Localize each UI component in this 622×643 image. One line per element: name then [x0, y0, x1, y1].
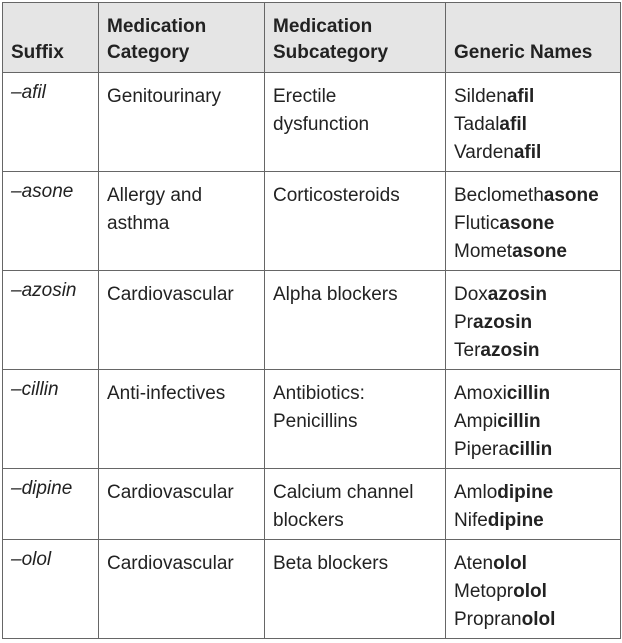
generic-name-suffix: afil — [506, 86, 535, 107]
generic-name-suffix: asone — [543, 185, 599, 206]
generic-name-stem: Tadal — [454, 114, 500, 135]
category-cell: Cardiovascular — [99, 271, 265, 370]
generic-names-cell — [446, 73, 621, 172]
generic-name — [454, 337, 612, 365]
generic-names-cell — [446, 370, 621, 469]
subcategory-cell: Alpha blockers — [265, 271, 446, 370]
suffix-cell: –cillin — [3, 370, 99, 469]
generic-name-stem: Propran — [454, 609, 522, 630]
header-subcategory-line1: Medication — [273, 16, 373, 37]
suffix-cell: –asone — [3, 172, 99, 271]
generic-names-cell — [446, 469, 621, 540]
generic-name-stem: Varden — [454, 142, 514, 163]
generic-name — [454, 436, 612, 464]
generic-name-suffix: olol — [521, 609, 556, 630]
table-row — [3, 271, 621, 370]
suffix-cell: –olol — [3, 540, 99, 639]
generic-name-stem: Ampi — [454, 411, 498, 432]
generic-name — [454, 238, 612, 266]
generic-name — [454, 380, 612, 408]
header-generic-names — [446, 3, 621, 73]
generic-name-suffix: asone — [499, 213, 555, 234]
generic-name-stem: Dox — [454, 284, 488, 305]
generic-name — [454, 550, 612, 578]
generic-name-stem: Amlo — [454, 482, 498, 503]
generic-name-stem: Momet — [454, 241, 513, 262]
generic-name-suffix: cillin — [506, 383, 551, 404]
generic-name — [454, 281, 612, 309]
subcategory-cell: Corticosteroids — [265, 172, 446, 271]
table-row — [3, 172, 621, 271]
generic-name-suffix: cillin — [508, 439, 553, 460]
generic-name-suffix: cillin — [497, 411, 541, 432]
subcategory-cell: Antibiotics: Penicillins — [265, 370, 446, 469]
subcategory-cell: Beta blockers — [265, 540, 446, 639]
table-row — [3, 370, 621, 469]
medication-suffix-table — [2, 2, 621, 639]
generic-name-stem: Nife — [454, 510, 488, 531]
generic-names-cell — [446, 172, 621, 271]
header-suffix-label: Suffix — [11, 42, 64, 63]
table-body — [3, 73, 621, 639]
generic-name-stem: Pr — [454, 312, 473, 333]
generic-name-suffix: olol — [493, 553, 527, 574]
generic-names-cell — [446, 271, 621, 370]
category-cell: Anti-infectives — [99, 370, 265, 469]
generic-name-suffix: afil — [499, 114, 527, 135]
generic-name-suffix: azosin — [480, 340, 540, 361]
generic-name — [454, 408, 612, 436]
generic-name-stem: Flutic — [454, 213, 500, 234]
category-cell: Cardiovascular — [99, 540, 265, 639]
generic-name — [454, 210, 612, 238]
category-cell: Cardiovascular — [99, 469, 265, 540]
generic-name — [454, 111, 612, 139]
generic-name — [454, 309, 612, 337]
suffix-cell: –azosin — [3, 271, 99, 370]
generic-name-stem: Beclometh — [454, 185, 544, 206]
category-cell: Allergy and asthma — [99, 172, 265, 271]
generic-name-stem: Silden — [454, 86, 507, 107]
header-subcategory — [265, 3, 446, 73]
header-subcategory-line2: Subcategory — [273, 42, 389, 63]
generic-name-suffix: dipine — [487, 510, 544, 531]
table-row — [3, 469, 621, 540]
header-row — [3, 3, 621, 73]
subcategory-cell: Erectile dysfunction — [265, 73, 446, 172]
generic-name-stem: Ter — [454, 340, 481, 361]
category-cell: Genitourinary — [99, 73, 265, 172]
generic-name-stem: Metopr — [454, 581, 514, 602]
generic-name-suffix: afil — [513, 142, 542, 163]
generic-name — [454, 83, 612, 111]
generic-name-suffix: asone — [512, 241, 567, 262]
generic-name — [454, 139, 612, 167]
generic-name — [454, 507, 612, 535]
table-header — [3, 3, 621, 73]
generic-name-suffix: azosin — [487, 284, 547, 305]
header-category-line2: Category — [107, 42, 190, 63]
table-row — [3, 73, 621, 172]
header-category — [99, 3, 265, 73]
generic-name-stem: Aten — [454, 553, 494, 574]
generic-name — [454, 606, 612, 634]
generic-name-stem: Pipera — [454, 439, 509, 460]
generic-name-suffix: olol — [513, 581, 547, 602]
generic-name — [454, 182, 612, 210]
header-suffix — [3, 3, 99, 73]
generic-names-cell — [446, 540, 621, 639]
table-row — [3, 540, 621, 639]
suffix-cell: –afil — [3, 73, 99, 172]
suffix-cell: –dipine — [3, 469, 99, 540]
header-category-line1: Medication — [107, 16, 207, 37]
generic-name-suffix: dipine — [497, 482, 554, 503]
generic-name — [454, 578, 612, 606]
generic-name-suffix: azosin — [473, 312, 533, 333]
generic-name-stem: Amoxi — [454, 383, 507, 404]
generic-name — [454, 479, 612, 507]
subcategory-cell: Calcium channel blockers — [265, 469, 446, 540]
header-generic-label: Generic Names — [454, 42, 593, 63]
